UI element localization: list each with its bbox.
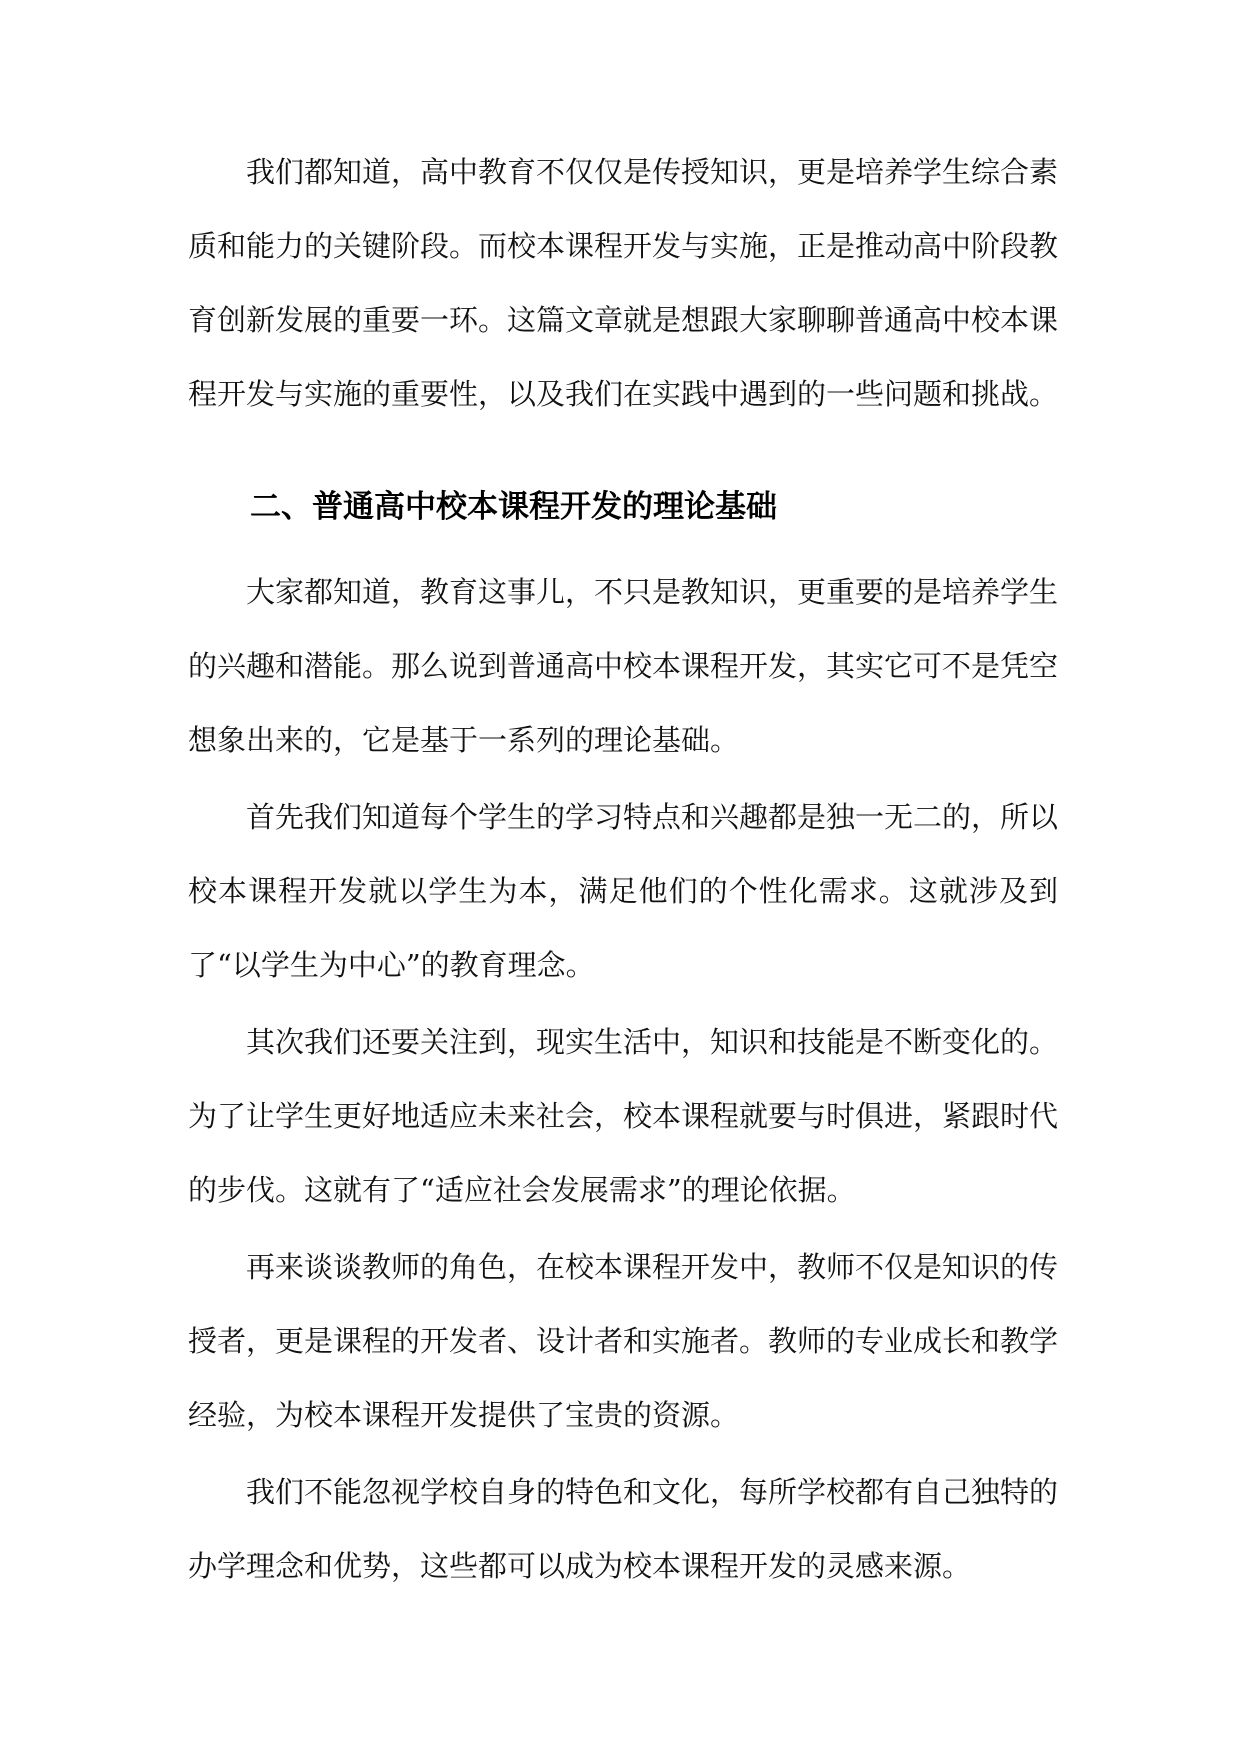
paragraph-theory-intro: 大家都知道，教育这事儿，不只是教知识，更重要的是培养学生的兴趣和潜能。那么说到普通高中校本课程开发，其实它可不是凭空想象出来的，它是基于一系列的理论基础。 bbox=[188, 575, 1059, 757]
section-heading: 二、普通高中校本课程开发的理论基础 bbox=[250, 489, 777, 525]
paragraph-teacher-role: 再来谈谈教师的角色，在校本课程开发中，教师不仅是知识的传授者，更是课程的开发者、设计者和实施者。教师的专业成长和教学经验，为校本课程开发提供了宝贵的资源。 bbox=[188, 1250, 1059, 1432]
paragraph-social-needs: 其次我们还要关注到，现实生活中，知识和技能是不断变化的。为了让学生更好地适应未来社会，校本课程就要与时俱进，紧跟时代的步伐。这就有了“适应社会发展需求”的理论依据。 bbox=[188, 1025, 1059, 1207]
paragraph-intro: 我们都知道，高中教育不仅仅是传授知识，更是培养学生综合素质和能力的关键阶段。而校本课程开发与实施，正是推动高中阶段教育创新发展的重要一环。这篇文章就是想跟大家聊聊普通高中校本课程开发与实施的重要性，以及我们在实践中遇到的一些问题和挑战。 bbox=[188, 155, 1059, 411]
paragraph-school-culture: 我们不能忽视学校自身的特色和文化，每所学校都有自己独特的办学理念和优势，这些都可以成为校本课程开发的灵感来源。 bbox=[188, 1475, 1059, 1583]
paragraph-student-centered: 首先我们知道每个学生的学习特点和兴趣都是独一无二的，所以校本课程开发就以学生为本，满足他们的个性化需求。这就涉及到了“以学生为中心”的教育理念。 bbox=[188, 800, 1059, 982]
